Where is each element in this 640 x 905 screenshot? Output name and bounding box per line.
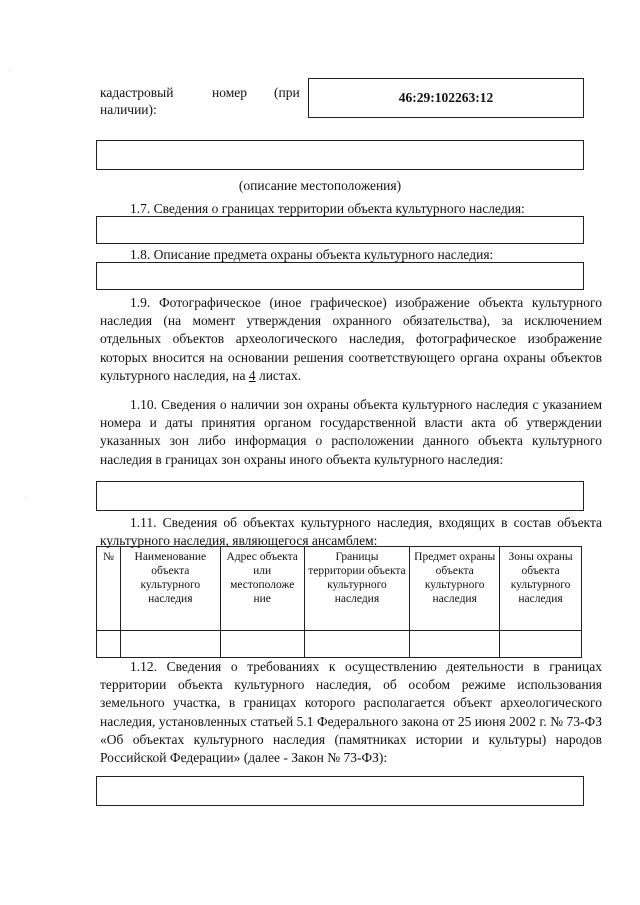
table-row (97, 631, 582, 658)
table-cell[interactable] (120, 631, 220, 658)
table-cell[interactable] (97, 631, 121, 658)
cadastral-number-field[interactable] (308, 78, 584, 118)
scan-speck: · (8, 66, 11, 75)
cadastral-label-word4: наличии): (100, 102, 157, 117)
section-1-7-field[interactable] (96, 216, 584, 244)
table-cell[interactable] (500, 631, 582, 658)
cadastral-label-word2: номер (212, 85, 248, 100)
cadastral-label-word1: кадастровый (100, 85, 174, 100)
col-header-subject: Предмет охраны объекта культурного наследия (410, 547, 500, 631)
section-1-10-paragraph: 1.10. Сведения о наличии зон охраны объекта культурного наследия с указанием номера и даты принятия органом государственной власти акта об утверждении указанных зон либо информация о расположении данного объекта культурного наследия в границах зон охраны иного объекта культурного наследия: (100, 397, 602, 467)
col-header-address: Адрес объекта или местоположе ние (220, 547, 304, 631)
section-1-9-text: 1.9. Фотографическое (иное графическое) изображение объекта культурного наследия (на момент утверждения охранного обязательства), за исключением отдельных объектов археологического наследия, фотографическое изображение которых вносится на основании решения соответствующего органа охраны объектов культурного наследия, на (100, 295, 602, 383)
section-1-9-sheets: 4 (248, 367, 256, 383)
cadastral-label-word3: (при (274, 85, 300, 100)
table-cell[interactable] (410, 631, 500, 658)
section-1-7-heading: 1.7. Сведения о границах территории объекта культурного наследия: (130, 201, 525, 216)
section-1-9-paragraph (100, 294, 602, 385)
section-1-9-text-end: листах. (255, 367, 302, 383)
section-1-8-heading: 1.8. Описание предмета охраны объекта культурного наследия: (130, 247, 494, 262)
col-header-zones: Зоны охраны объекта культурного наследия (500, 547, 582, 631)
ensemble-table (96, 546, 582, 658)
section-1-11-paragraph: 1.11. Сведения об объектах культурного наследия, входящих в состав объекта культурного наследия, являющегося ансамблем: (100, 515, 602, 549)
section-1-10-field[interactable] (96, 481, 584, 511)
location-field[interactable] (96, 140, 584, 170)
table-cell[interactable] (304, 631, 410, 658)
cadastral-number-value: 46:29:102263:12 (398, 90, 494, 105)
location-caption: (описание местоположения) (238, 178, 402, 193)
table-cell[interactable] (220, 631, 304, 658)
col-header-name: Наименование объекта культурного наследия (120, 547, 220, 631)
section-1-12-field[interactable] (96, 776, 584, 806)
col-header-number: № (97, 547, 121, 631)
scan-speck: · (24, 494, 27, 503)
section-1-12-paragraph: 1.12. Сведения о требованиях к осуществлению деятельности в границах территории объекта культурного наследия, об особом режиме использования земельного участка, в границах которого располагается объект археологического наследия, установленных статьей 5.1 Федерального закона от 25 июня 2002 г. № 73-ФЗ «Об объектах культурного наследия (памятниках истории и культуры) народов Российской Федерации» (далее - Закон № 73-ФЗ): (100, 659, 602, 766)
ensemble-table-header-row (97, 547, 582, 631)
section-1-8-field[interactable] (96, 262, 584, 290)
col-header-boundaries: Границы территории объекта культурного наследия (304, 547, 410, 631)
